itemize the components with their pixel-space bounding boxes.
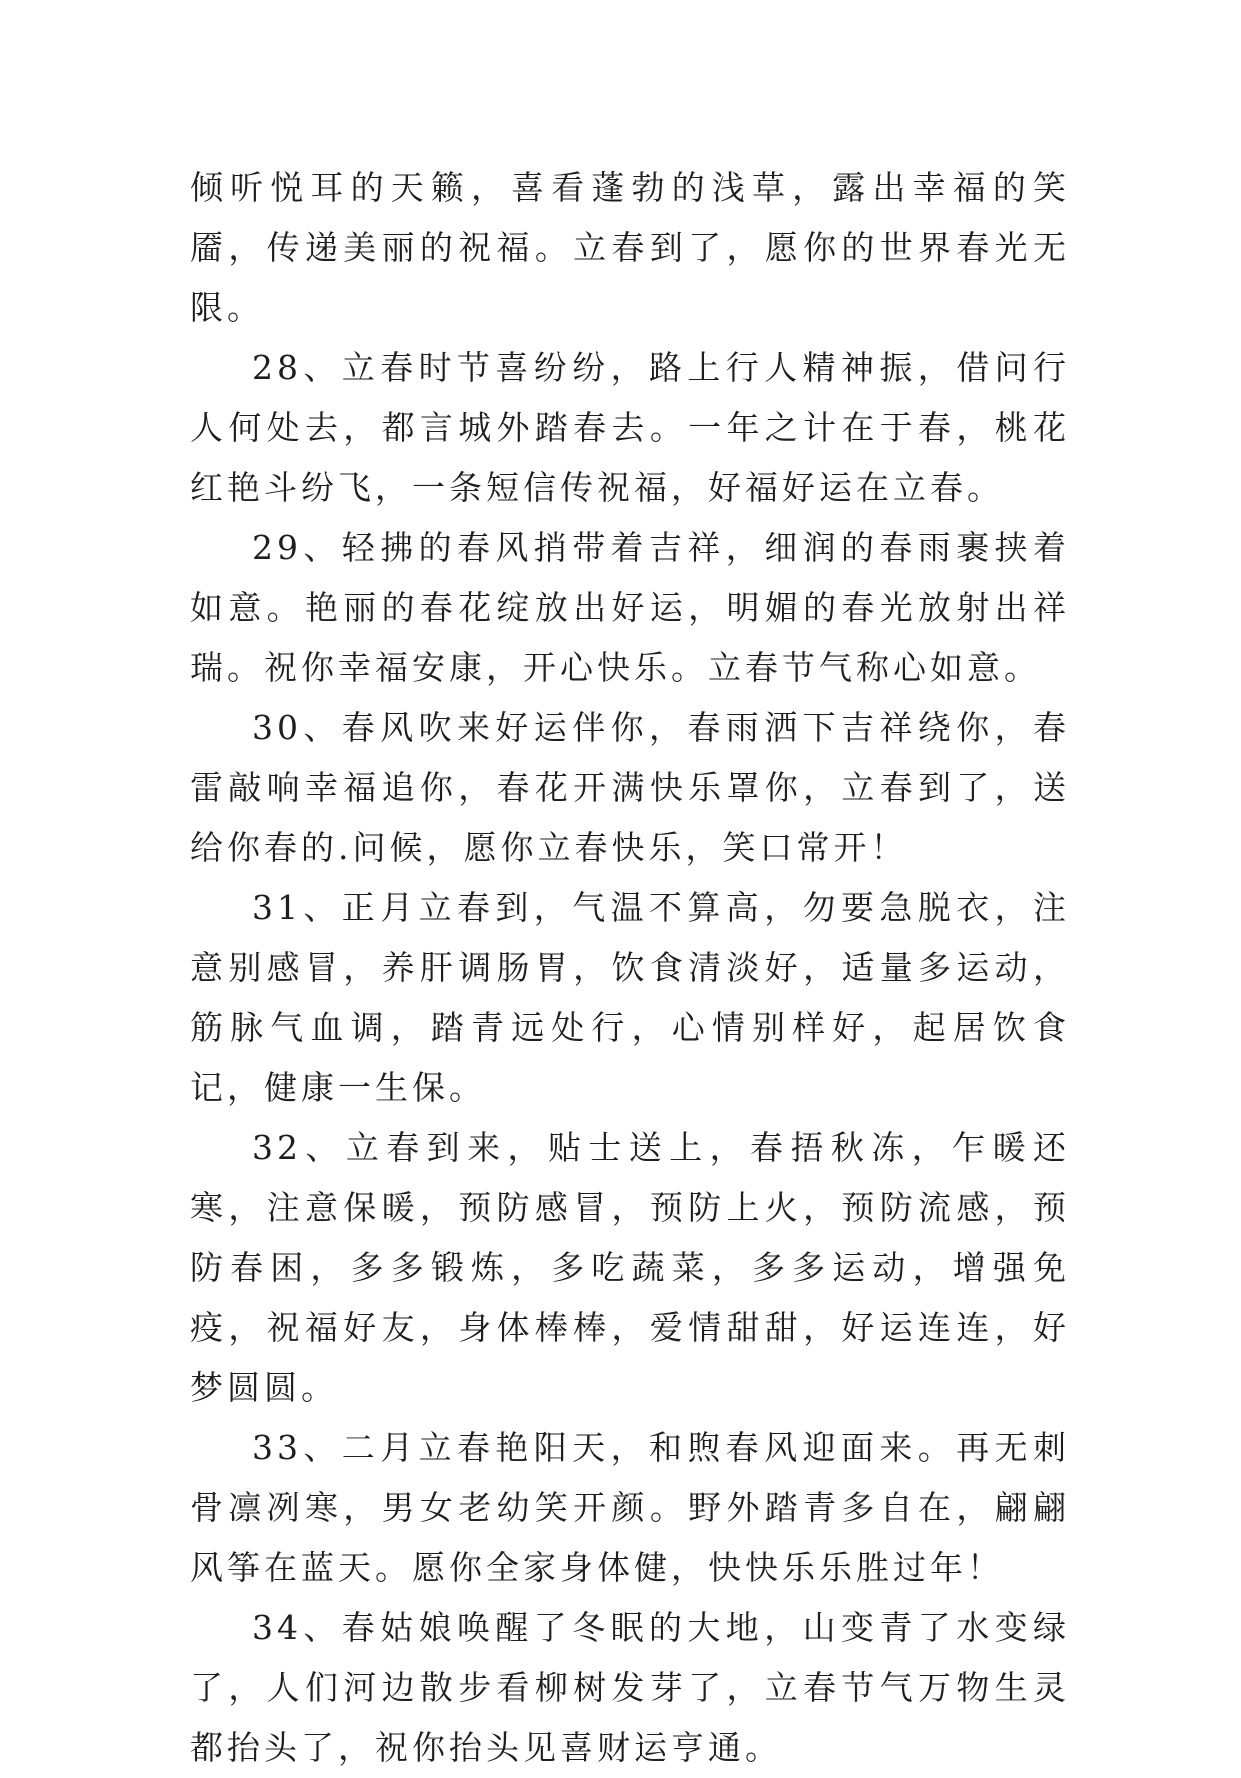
paragraph-34: 34、春姑娘唤醒了冬眠的大地，山变青了水变绿了，人们河边散步看柳树发芽了，立春节气万物生灵都抬头了，祝你抬头见喜财运亨通。 [190,1608,1070,1767]
body-text [190,158,1070,1778]
paragraph-33: 33、二月立春艳阳天，和煦春风迎面来。再无刺骨凛冽寒，男女老幼笑开颜。野外踏青多自在，翩翩风筝在蓝天。愿你全家身体健，快快乐乐胜过年！ [190,1428,1070,1587]
paragraph-continuation: 倾听悦耳的天籁，喜看蓬勃的浅草，露出幸福的笑靥，传递美丽的祝福。立春到了，愿你的世界春光无限。 [190,168,1070,327]
paragraph-32: 32、立春到来，贴士送上，春捂秋冻，乍暖还寒，注意保暖，预防感冒，预防上火，预防流感，预防春困，多多锻炼，多吃蔬菜，多多运动，增强免疫，祝福好友，身体棒棒，爱情甜甜，好运连连，好梦圆圆。 [190,1128,1070,1407]
paragraph-31: 31、正月立春到，气温不算高，勿要急脱衣，注意别感冒，养肝调肠胃，饮食清淡好，适量多运动，筋脉气血调，踏青远处行，心情别样好，起居饮食记，健康一生保。 [190,888,1070,1107]
paragraph-28: 28、立春时节喜纷纷，路上行人精神振，借问行人何处去，都言城外踏春去。一年之计在于春，桃花红艳斗纷飞，一条短信传祝福，好福好运在立春。 [190,348,1070,507]
paragraph-29: 29、轻拂的春风捎带着吉祥，细润的春雨裹挟着如意。艳丽的春花绽放出好运，明媚的春光放射出祥瑞。祝你幸福安康，开心快乐。立春节气称心如意。 [190,528,1070,687]
paragraph-30: 30、春风吹来好运伴你，春雨洒下吉祥绕你，春雷敲响幸福追你，春花开满快乐罩你，立春到了，送给你春的.问候，愿你立春快乐，笑口常开！ [190,708,1070,867]
